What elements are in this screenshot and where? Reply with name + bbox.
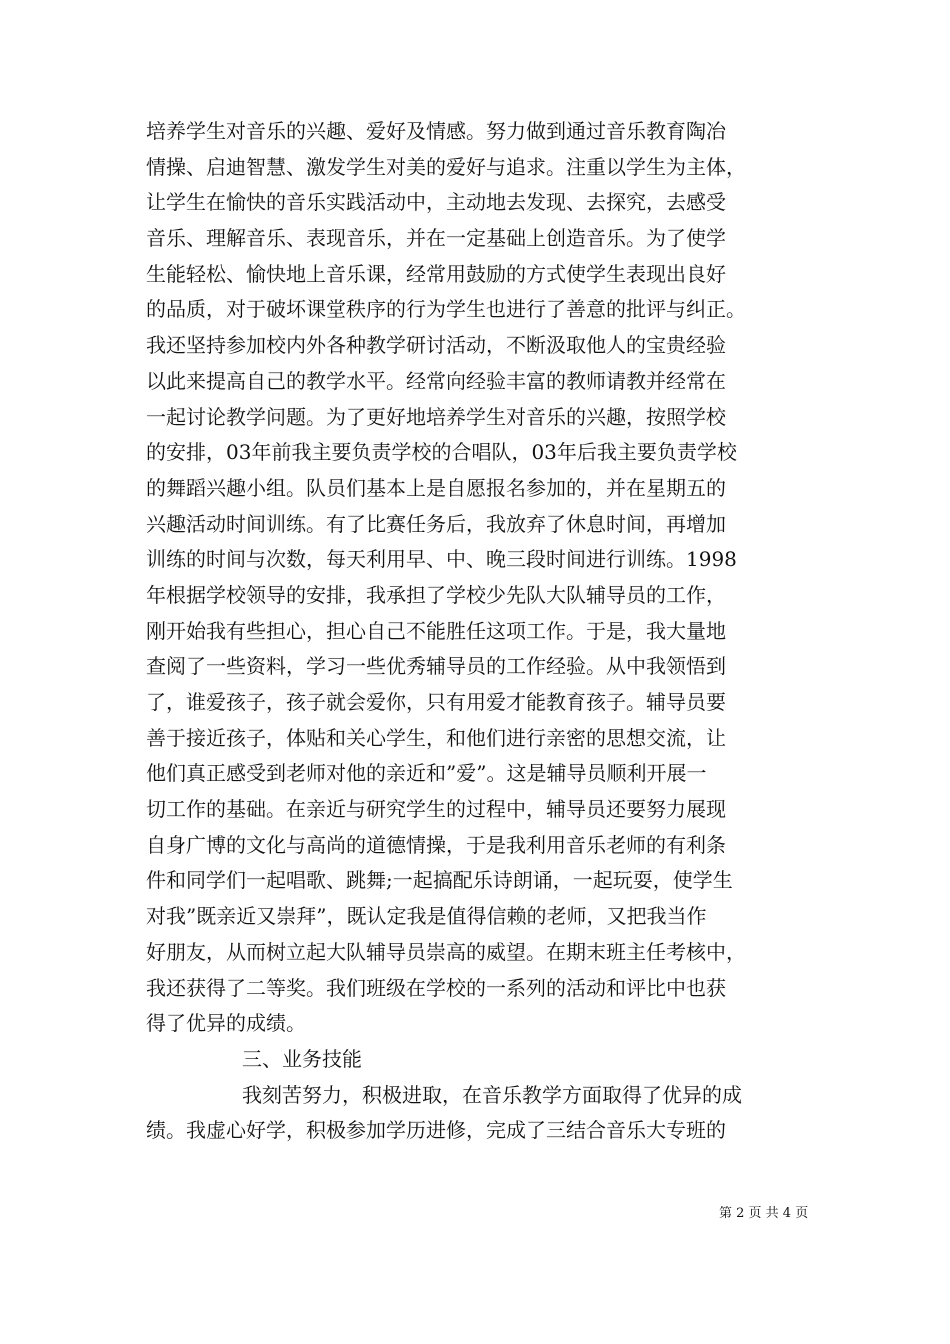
- text-line: 我刻苦努力，积极进取，在音乐教学方面取得了优异的成: [242, 1082, 742, 1107]
- text-line: 年根据学校领导的安排，我承担了学校少先队大队辅导员的工作，: [146, 582, 726, 607]
- text-line: 我还获得了二等奖。我们班级在学校的一系列的活动和评比中也获: [146, 975, 726, 1000]
- text-line: 音乐、理解音乐、表现音乐，并在一定基础上创造音乐。为了使学: [146, 226, 726, 251]
- text-line: 他们真正感受到老师对他的亲近和”爱”。这是辅导员顺利开展一: [146, 761, 707, 786]
- text-line: 三、业务技能: [242, 1046, 362, 1071]
- text-line: 件和同学们一起唱歌、跳舞;一起搞配乐诗朗诵，一起玩耍，使学生: [146, 868, 733, 893]
- text-line: 了，谁爱孩子，孩子就会爱你，只有用爱才能教育孩子。辅导员要: [146, 690, 726, 714]
- text-line: 得了优异的成绩。: [146, 1011, 306, 1036]
- text-line: 让学生在愉快的音乐实践活动中，主动地去发现、去探究，去感受: [146, 190, 726, 215]
- text-line: 好朋友，从而树立起大队辅导员崇高的威望。在期末班主任考核中，: [146, 939, 746, 964]
- text-line: 我还坚持参加校内外各种教学研讨活动，不断汲取他人的宝贵经验: [146, 333, 726, 358]
- text-line: 刚开始我有些担心，担心自己不能胜任这项工作。于是，我大量地: [146, 618, 726, 643]
- text-line: 对我”既亲近又崇拜”，既认定我是值得信赖的老师，又把我当作: [146, 904, 707, 929]
- text-line: 查阅了一些资料，学习一些优秀辅导员的工作经验。从中我领悟到: [146, 654, 726, 679]
- text-line: 自身广博的文化与高尚的道德情操，于是我利用音乐老师的有利条: [146, 832, 726, 857]
- text-line: 的安排，03年前我主要负责学校的合唱队，03年后我主要负责学校: [146, 440, 737, 465]
- text-line: 训练的时间与次数，每天利用早、中、晚三段时间进行训练。1998: [146, 547, 737, 572]
- text-line: 切工作的基础。在亲近与研究学生的过程中，辅导员还要努力展现: [146, 797, 726, 822]
- text-line: 培养学生对音乐的兴趣、爱好及情感。努力做到通过音乐教育陶冶: [146, 119, 726, 143]
- text-line: 兴趣活动时间训练。有了比赛任务后，我放弃了休息时间，再增加: [146, 511, 726, 536]
- text-line: 的舞蹈兴趣小组。队员们基本上是自愿报名参加的，并在星期五的: [146, 475, 726, 500]
- body-text: [146, 114, 826, 1149]
- text-line: 的品质，对于破坏课堂秩序的行为学生也进行了善意的批评与纠正。: [146, 297, 746, 322]
- text-line: 绩。我虚心好学，积极参加学历进修，完成了三结合音乐大专班的: [146, 1118, 726, 1143]
- text-line: 生能轻松、愉快地上音乐课，经常用鼓励的方式使学生表现出良好: [146, 261, 726, 286]
- page-number-footer: 第 2 页 共 4 页: [719, 1206, 809, 1221]
- text-line: 以此来提高自己的教学水平。经常向经验丰富的教师请教并经常在: [146, 368, 726, 393]
- text-line: 情操、启迪智慧、激发学生对美的爱好与追求。注重以学生为主体，: [146, 154, 746, 179]
- text-line: 善于接近孩子，体贴和关心学生，和他们进行亲密的思想交流，让: [146, 725, 726, 750]
- text-line: 一起讨论教学问题。为了更好地培养学生对音乐的兴趣，按照学校: [146, 404, 726, 429]
